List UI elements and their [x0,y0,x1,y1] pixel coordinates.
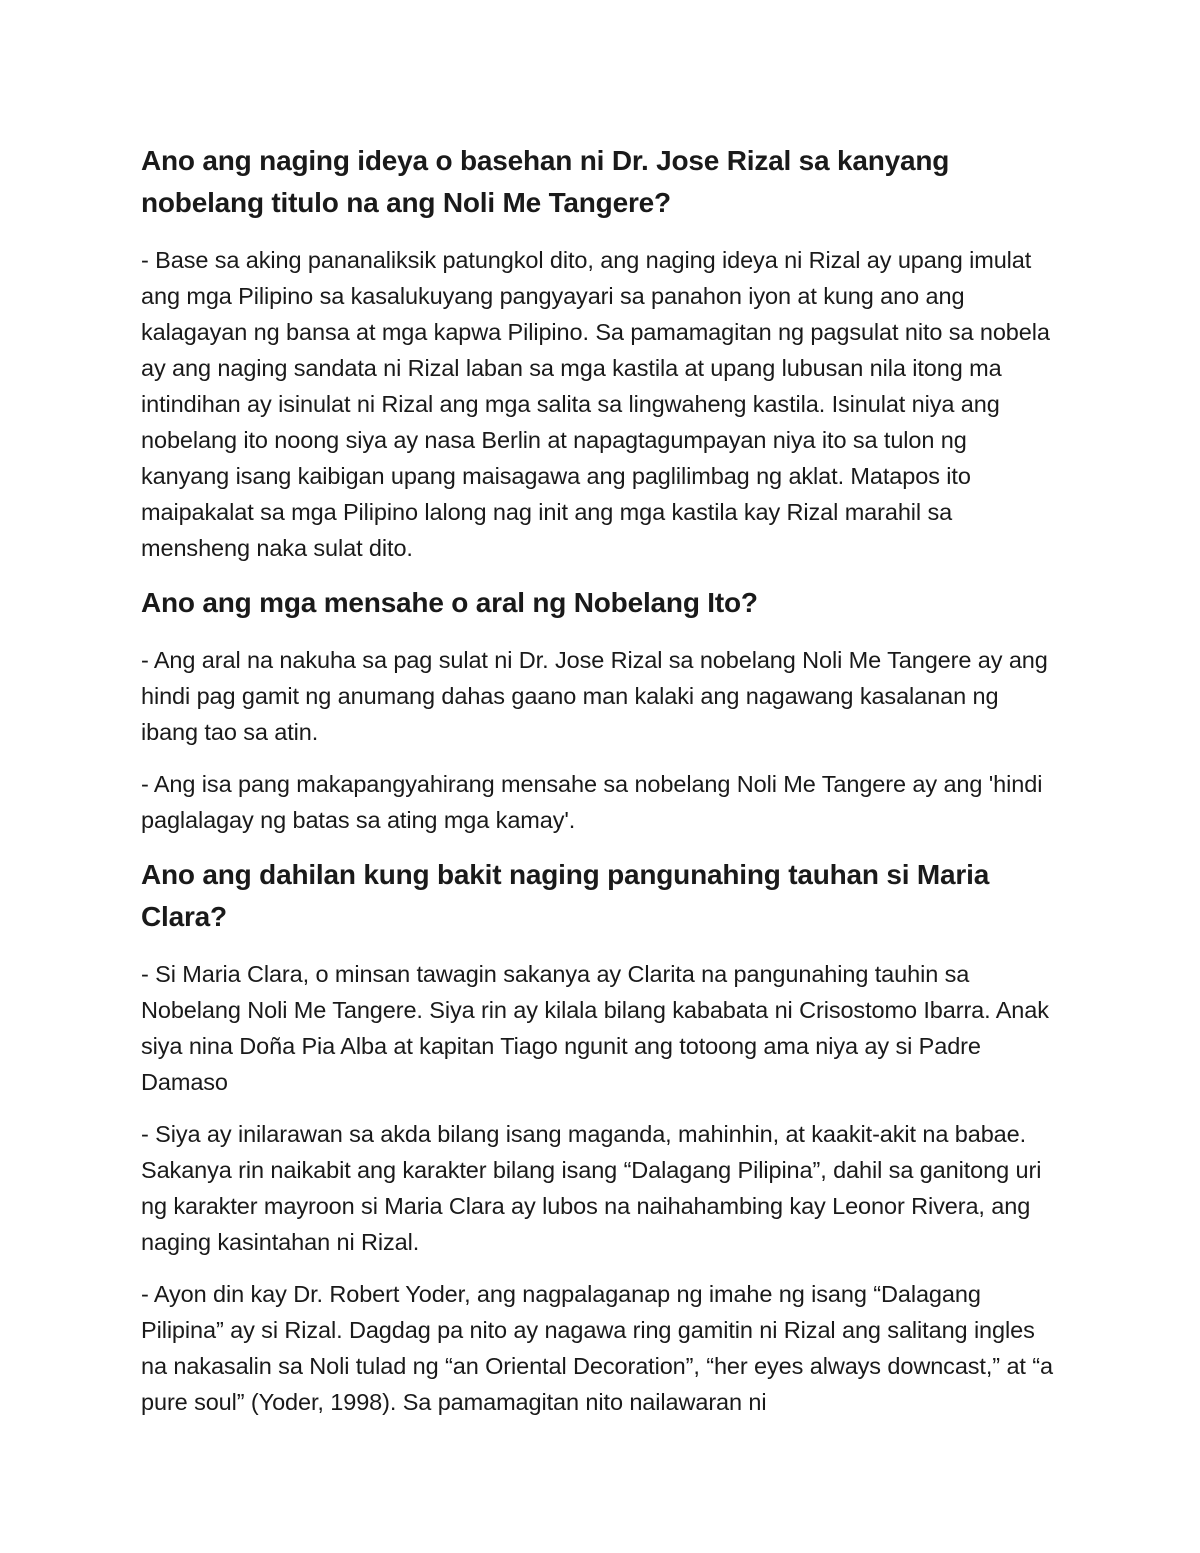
section-heading: Ano ang mga mensahe o aral ng Nobelang Ito? [141,587,758,618]
paragraph: - Siya ay inilarawan sa akda bilang isang maganda, mahinhin, at kaakit-akit na babae. Sakanya rin naikabit ang karakter bilang isang “Dalagang Pilipina”, dahil sa ganitong uri ng karakter mayroon si Maria Clara ay lubos na naihahambing kay Leonor Rivera, ang naging kasintahan ni Rizal. [141,1121,1042,1255]
section-heading: Ano ang dahilan kung bakit naging pangunahing tauhan si Maria Clara? [141,859,990,932]
paragraph: - Base sa aking pananaliksik patungkol dito, ang naging ideya ni Rizal ay upang imulat ang mga Pilipino sa kasalukuyang pangyayari sa panahon iyon at kung ano ang kalagayan ng bansa at mga kapwa Pilipino. Sa pamamagitan ng pagsulat nito sa nobela ay ang naging sandata ni Rizal laban sa mga kastila at upang lubusan nila itong ma intindihan ay isinulat ni Rizal ang mga salita sa lingwaheng kastila. Isinulat niya ang nobelang ito noong siya ay nasa Berlin at napagtagumpayan niya ito sa tulon ng kanyang isang kaibigan upang maisagawa ang paglilimbag ng aklat. Matapos ito maipakalat sa mga Pilipino lalong nag init ang mga kastila kay Rizal marahil sa mensheng naka sulat dito. [141,247,1050,561]
document-page [141,140,1061,1436]
paragraph: - Si Maria Clara, o minsan tawagin sakanya ay Clarita na pangunahing tauhin sa Nobelang Noli Me Tangere. Siya rin ay kilala bilang kababata ni Crisostomo Ibarra. Anak siya nina Doña Pia Alba at kapitan Tiago ngunit ang totoong ama niya ay si Padre Damaso [141,961,1049,1095]
paragraph: - Ang isa pang makapangyahirang mensahe sa nobelang Noli Me Tangere ay ang 'hindi paglalagay ng batas sa ating mga kamay'. [141,771,1043,833]
section-heading: Ano ang naging ideya o basehan ni Dr. Jose Rizal sa kanyang nobelang titulo na ang Noli Me Tangere? [141,145,950,218]
section-noli-idea [141,140,1061,566]
section-maria-clara [141,854,1061,1420]
paragraph: - Ayon din kay Dr. Robert Yoder, ang nagpalaganap ng imahe ng isang “Dalagang Pilipina” ay si Rizal. Dagdag pa nito ay nagawa ring gamitin ni Rizal ang salitang ingles na nakasalin sa Noli tulad ng “an Oriental Decoration”, “her eyes always downcast,” at “a pure soul” (Yoder, 1998). Sa pamamagitan nito nailawaran ni [141,1281,1053,1415]
paragraph: - Ang aral na nakuha sa pag sulat ni Dr. Jose Rizal sa nobelang Noli Me Tangere ay ang hindi pag gamit ng anumang dahas gaano man kalaki ang nagawang kasalanan ng ibang tao sa atin. [141,647,1048,745]
section-noli-message [141,582,1061,838]
